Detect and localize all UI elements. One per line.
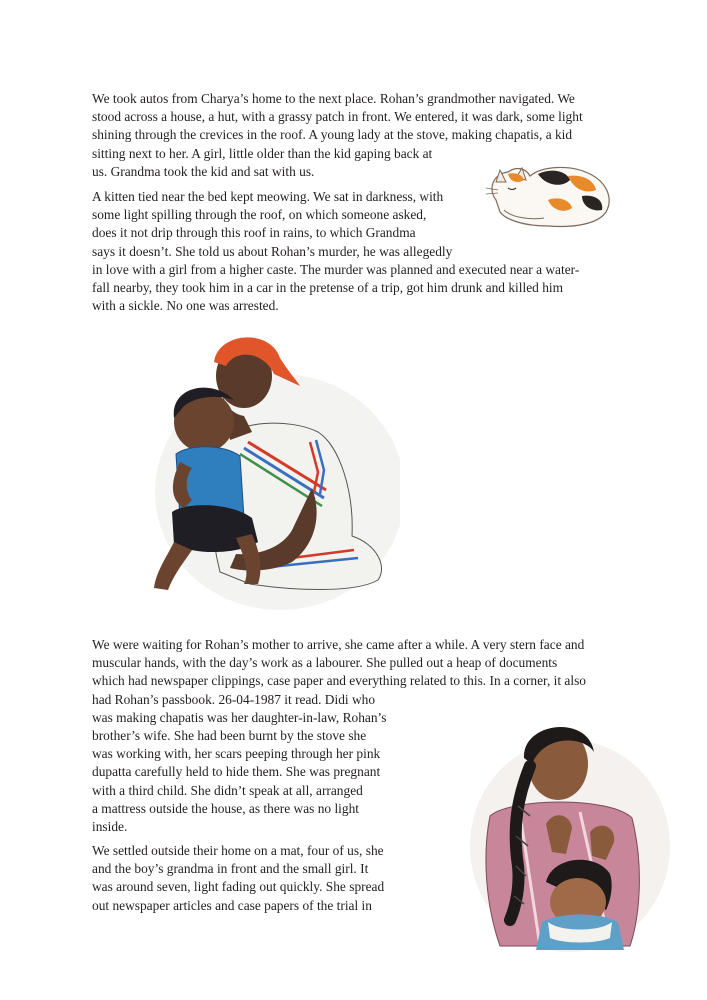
woman-braiding-hair-illustration — [460, 706, 675, 956]
text-line: was working with, her scars peeping through her pink — [92, 746, 381, 762]
text-line: dupatta carefully held to hide them. She was pregnant — [92, 764, 381, 780]
text-line: brother’s wife. She had been burnt by the stove she — [92, 728, 367, 744]
text-line: does it not drip through this roof in rains, to which Grandma — [92, 225, 416, 241]
text-line: with a sickle. No one was arrested. — [92, 298, 279, 314]
text-line: sitting next to her. A girl, little older than the kid gaping back at — [92, 145, 433, 161]
text-line: in love with a girl from a higher caste. The murder was planned and executed near a water- — [92, 261, 580, 277]
text-line: We took autos from Charya’s home to the next place. Rohan’s grandmother navigated. We — [92, 91, 575, 106]
sleeping-cat-illustration — [478, 160, 618, 232]
text-line: says it doesn’t. She told us about Rohan’s murder, he was allegedly — [92, 243, 453, 259]
text-line: inside. — [92, 819, 128, 835]
text-line: We settled outside their home on a mat, four of us, she — [92, 843, 384, 858]
text-line: which had newspaper clippings, case paper and everything related to this. In a corner, it also — [92, 673, 587, 689]
text-line: stood across a house, a hut, with a grassy patch in front. We entered, it was dark, some light — [92, 109, 583, 125]
text-line: some light spilling through the roof, on which someone asked, — [92, 207, 427, 223]
text-line: We were waiting for Rohan’s mother to arrive, she came after a while. A very stern face and — [92, 637, 585, 652]
text-line: muscular hands, with the day’s work as a labourer. She pulled out a heap of documents — [92, 655, 558, 671]
text-line: was making chapatis was her daughter-in-law, Rohan’s — [92, 709, 387, 725]
text-line: us. Grandma took the kid and sat with us. — [92, 163, 315, 179]
text-line: was around seven, light fading out quickly. She spread — [92, 879, 385, 895]
text-line: with a third child. She didn’t speak at all, arranged — [92, 782, 363, 798]
text-line: A kitten tied near the bed kept meowing. We sat in darkness, with — [92, 189, 444, 204]
text-line: had Rohan’s passbook. 26-04-1987 it read. Didi who — [92, 691, 376, 707]
text-line: shining through the crevices in the roof. A young lady at the stove, making chapatis, a kid — [92, 127, 573, 143]
text-line: out newspaper articles and case papers of the trial in — [92, 897, 372, 913]
grandmother-and-child-illustration — [140, 322, 400, 612]
text-line: and the boy’s grandma in front and the small girl. It — [92, 861, 369, 877]
text-line: fall nearby, they took him in a car in the pretense of a trip, got him drunk and killed him — [92, 280, 564, 296]
paragraph-4 — [92, 842, 384, 915]
text-line: a mattress outside the house, as there was no light — [92, 800, 360, 816]
